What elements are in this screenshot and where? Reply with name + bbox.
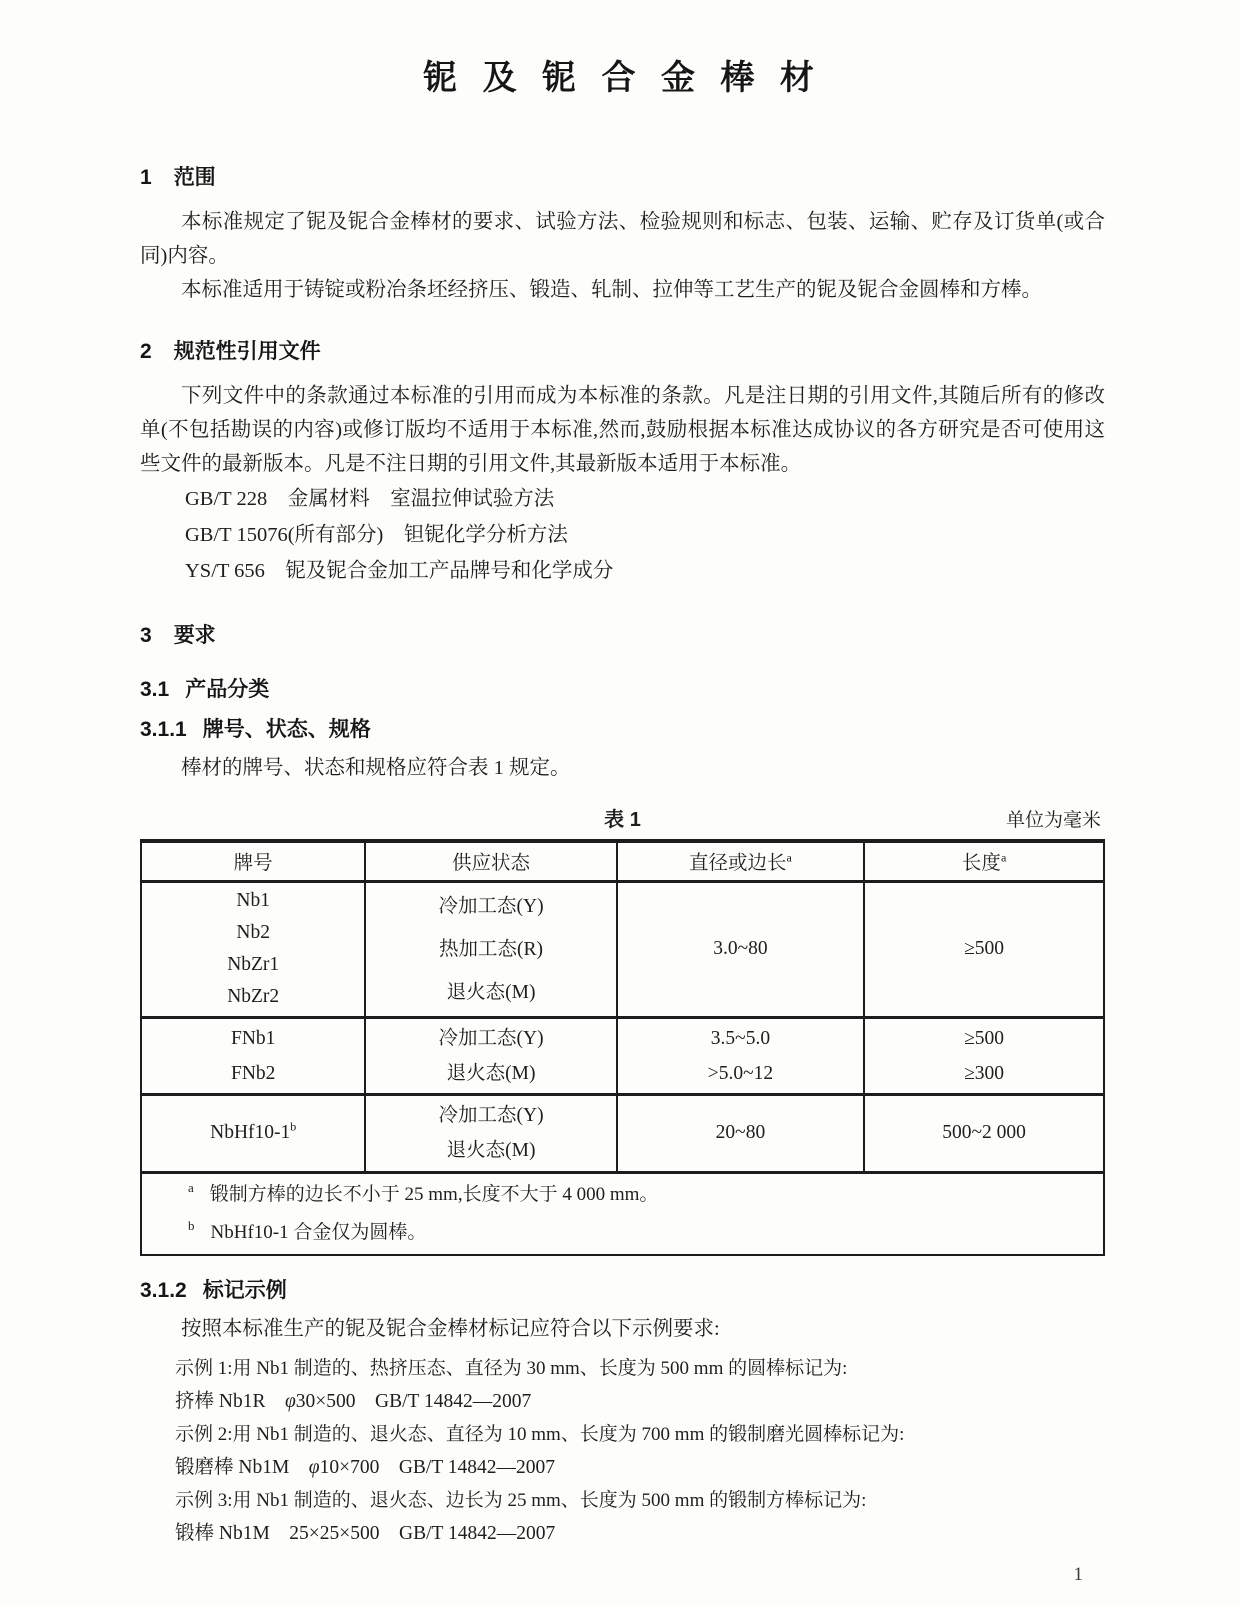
marking-standard: GB/T 14842—2007 (379, 1522, 556, 1544)
footnote-text: NbHf10-1 合金仅为圆棒。 (210, 1221, 427, 1243)
state: 冷加工态(Y) (438, 1105, 544, 1126)
marking-size: 25×25×500 (289, 1522, 380, 1544)
header-text: 供应状态 (452, 853, 531, 875)
section-3-1-2-paragraph: 按照本标准生产的铌及铌合金棒材标记应符合以下示例要求: (181, 1317, 720, 1340)
example-2-description: 示例 2:用 Nb1 制造的、退火态、直径为 10 mm、长度为 700 mm 的锻制磨光圆棒标记为: (175, 1423, 905, 1445)
column-header-grade (141, 841, 365, 881)
phi-symbol: φ (308, 1456, 320, 1478)
grade: NbZr1 (227, 954, 280, 975)
cell-diameter (617, 1017, 864, 1094)
section-3-1-heading (140, 673, 1105, 703)
marking-size: 30×500 (295, 1390, 356, 1412)
grade: NbZr2 (227, 986, 280, 1007)
header-superscript: a (1000, 850, 1007, 865)
example-3-description: 示例 3:用 Nb1 制造的、退火态、边长为 25 mm、长度为 500 mm 的锻制方棒标记为: (175, 1489, 867, 1511)
cell-grades (141, 1094, 365, 1172)
header-text: 直径或边长 (689, 853, 787, 875)
section-label: 产品分类 (185, 678, 270, 701)
diameter-range: 3.5~5.0 (710, 1027, 771, 1049)
table-row (141, 1017, 1104, 1094)
grade: FNb1 (230, 1027, 276, 1049)
phi-symbol: φ (284, 1390, 296, 1412)
section-number: 1 (140, 166, 152, 189)
section-3-1-1-heading (140, 713, 1105, 743)
section-label: 规范性引用文件 (173, 340, 321, 363)
footnote-a (188, 1176, 1099, 1214)
example-3-marking (175, 1517, 1105, 1550)
reference-item: GB/T 228 金属材料 室温拉伸试验方法 (185, 488, 555, 510)
table-1-caption-row (140, 803, 1105, 833)
section-3-1-2-heading (140, 1274, 1105, 1304)
example-1-description: 示例 1:用 Nb1 制造的、热挤压态、直径为 30 mm、长度为 500 mm 的圆棒标记为: (175, 1357, 848, 1379)
cell-length: 500~2 000 (864, 1094, 1104, 1172)
header-text: 牌号 (233, 853, 273, 875)
table-row (141, 881, 1104, 1017)
marking-standard: GB/T 14842—2007 (379, 1456, 556, 1478)
example-2-marking (175, 1451, 1105, 1484)
cell-length (864, 1017, 1104, 1094)
column-header-diameter (617, 841, 864, 881)
grade: Nb1 (236, 890, 270, 911)
section-2-paragraph-1: 下列文件中的条款通过本标准的引用而成为本标准的条款。凡是注日期的引用文件,其随后所有的修改单(不包括勘误的内容)或修订版均不适用于本标准,然而,鼓励根据本标准达成协议的各方研究是否可使用这些文件的最新版本。凡是不注日期的引用文件,其最新版本适用于本标准。 (140, 385, 1105, 475)
footnote-text: 锻制方棒的边长不小于 25 mm,长度不大于 4 000 mm。 (209, 1183, 659, 1205)
section-1-heading (140, 161, 1105, 191)
footnote-b (188, 1214, 1099, 1252)
grade: NbHf10-1 (210, 1122, 291, 1143)
section-number: 2 (140, 340, 152, 363)
section-1-paragraph-2: 本标准适用于铸锭或粉冶条坯经挤压、锻造、轧制、拉伸等工艺生产的铌及铌合金圆棒和方棒。 (181, 279, 1042, 301)
reference-item: YS/T 656 铌及铌合金加工产品牌号和化学成分 (185, 560, 614, 582)
marking-standard: GB/T 14842—2007 (355, 1390, 532, 1412)
table-1-unit-note: 单位为毫米 (1005, 810, 1101, 831)
state: 热加工态(R) (439, 938, 544, 960)
marking-size: 10×700 (319, 1456, 380, 1478)
state: 退火态(M) (446, 981, 536, 1003)
length-range: ≥500 (964, 1027, 1005, 1049)
section-label: 范围 (173, 166, 216, 189)
grade-superscript: b (290, 1119, 297, 1134)
cell-states (365, 1017, 616, 1094)
footnote-marker: a (188, 1180, 194, 1196)
state: 冷加工态(Y) (438, 1027, 544, 1049)
state: 冷加工态(Y) (438, 895, 544, 917)
section-number: 3.1.1 (140, 718, 187, 741)
marking-prefix: 锻棒 Nb1M (175, 1522, 290, 1544)
reference-item: GB/T 15076(所有部分) 钽铌化学分析方法 (185, 524, 568, 546)
column-header-length (864, 841, 1104, 881)
state: 退火态(M) (446, 1062, 536, 1084)
table-header-row (141, 841, 1104, 881)
header-superscript: a (786, 850, 792, 865)
cell-grades (141, 1017, 365, 1094)
table-1-caption: 表 1 (604, 809, 641, 831)
section-label: 标记示例 (202, 1278, 287, 1302)
grade: Nb2 (236, 922, 270, 943)
document-title: 铌 及 铌 合 金 棒 材 (423, 59, 822, 97)
table-row (141, 1094, 1104, 1172)
cell-length: ≥500 (864, 881, 1104, 1017)
section-number: 3 (140, 624, 152, 647)
page-number: 1 (1073, 1563, 1083, 1585)
cell-states (365, 1094, 616, 1172)
marking-prefix: 挤棒 Nb1R (175, 1390, 285, 1412)
header-text: 长度 (961, 853, 1001, 875)
column-header-supply-state (365, 841, 616, 881)
section-1-paragraph-1: 本标准规定了铌及铌合金棒材的要求、试验方法、检验规则和标志、包装、运输、贮存及订货单(或合同)内容。 (140, 211, 1105, 267)
section-number: 3.1.2 (140, 1278, 187, 1302)
footnote-cell (141, 1172, 1104, 1255)
grade: FNb2 (230, 1062, 276, 1084)
cell-grades (141, 881, 365, 1017)
cell-diameter: 20~80 (617, 1094, 864, 1172)
diameter-range: >5.0~12 (707, 1062, 774, 1084)
table-footnote-row (141, 1172, 1104, 1255)
cell-states (365, 881, 616, 1017)
section-label: 要求 (173, 624, 216, 647)
state: 退火态(M) (446, 1140, 536, 1161)
section-2-heading (140, 335, 1105, 365)
example-1-marking (175, 1385, 1105, 1418)
section-number: 3.1 (140, 678, 170, 701)
footnote-marker: b (188, 1218, 195, 1234)
section-label: 牌号、状态、规格 (202, 718, 371, 741)
table-1 (140, 839, 1105, 1256)
section-3-heading (140, 619, 1105, 649)
section-3-1-1-paragraph: 棒材的牌号、状态和规格应符合表 1 规定。 (181, 757, 571, 779)
marking-prefix: 锻磨棒 Nb1M (175, 1456, 309, 1478)
length-range: ≥300 (964, 1062, 1005, 1084)
cell-diameter: 3.0~80 (617, 881, 864, 1017)
